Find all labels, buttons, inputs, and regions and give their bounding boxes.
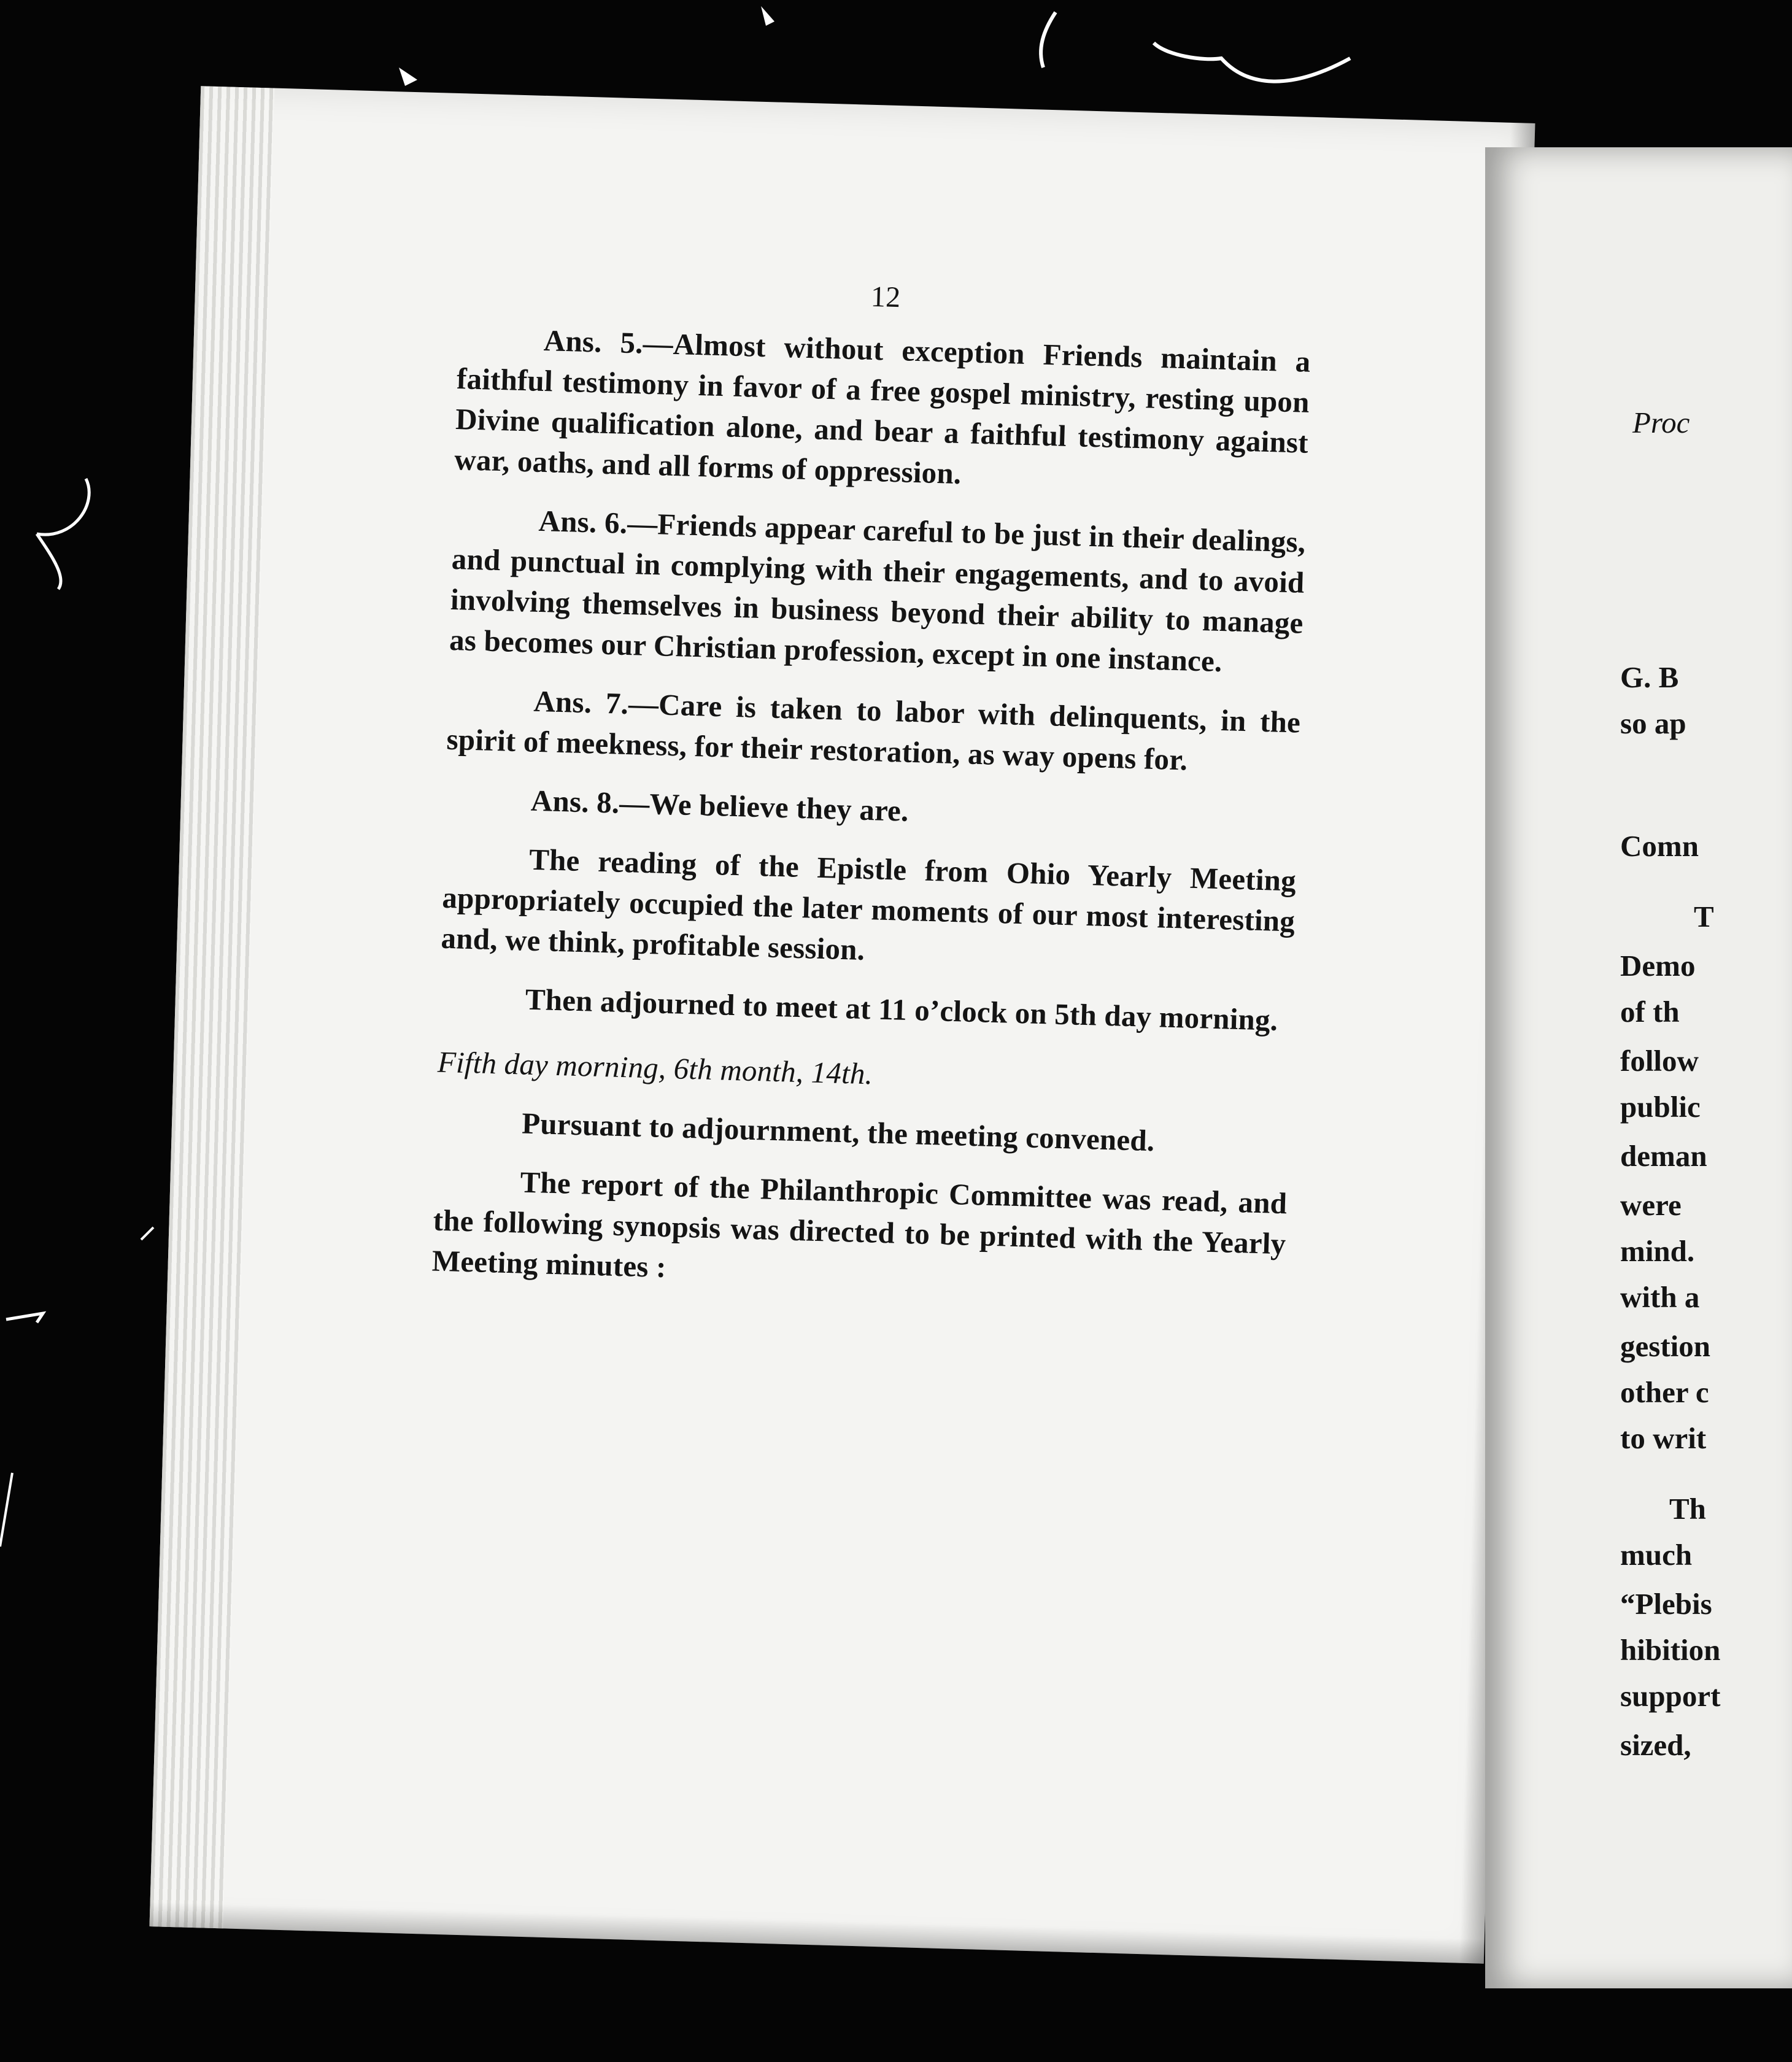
right-fragment: gestion <box>1620 1329 1710 1363</box>
left-page <box>150 86 1535 1964</box>
right-fragment: so ap <box>1620 706 1686 740</box>
right-fragment: deman <box>1620 1139 1707 1173</box>
right-fragment: Comn <box>1620 829 1699 863</box>
right-fragment: “Plebis <box>1620 1587 1712 1621</box>
page-edges <box>150 86 275 1928</box>
right-fragment: hibition <box>1620 1633 1721 1667</box>
right-fragment: were <box>1620 1188 1682 1222</box>
page-text <box>431 265 1313 1323</box>
adjournment-paragraph: Then adjourned to meet at 11 o’clock on 5th day morning. <box>525 982 1278 1037</box>
right-fragment: follow <box>1620 1044 1699 1078</box>
right-fragment: Th <box>1669 1492 1706 1526</box>
answer-7: Ans. 7.—Care is taken to labor with delinquents, in the spirit of meekness, for their restoration, as way opens for. <box>446 684 1301 777</box>
right-fragment: to writ <box>1620 1421 1707 1455</box>
right-fragment: Demo <box>1620 949 1696 983</box>
answer-6: Ans. 6.—Friends appear careful to be just in their dealings, and punctual in complying with their engagements, and to avoid involving themselves in business beyond their ability to manage as becomes our Christian profession, except in one instance. <box>449 503 1307 679</box>
right-fragment: much <box>1620 1538 1693 1572</box>
right-fragment: G. B <box>1620 660 1679 694</box>
right-fragment: T <box>1694 900 1714 933</box>
report-paragraph: The report of the Philanthropic Committee was read, and the following synopsis was directed to be printed with the Yearly Meeting minutes : <box>431 1165 1288 1284</box>
answer-8: Ans. 8.—We believe they are. <box>530 783 910 828</box>
right-fragment: other c <box>1620 1375 1709 1409</box>
right-fragment: of th <box>1620 995 1680 1029</box>
right-fragment: support <box>1620 1679 1721 1713</box>
right-fragment: mind. <box>1620 1234 1695 1268</box>
answer-5: Ans. 5.—Almost without exception Friends maintain a faithful testimony in favor of a free gospel ministry, resting upon Divine qualification alone, and bear a faithful testimony against war, oaths, and all forms of oppression. <box>454 323 1311 491</box>
right-fragment: with a <box>1620 1280 1700 1314</box>
right-fragment: Proc <box>1632 406 1690 439</box>
section-heading: Fifth day morning, 6th month, 14th. <box>437 1045 873 1091</box>
page-number: 12 <box>870 280 902 314</box>
right-fragment: sized, <box>1620 1728 1691 1762</box>
epistle-paragraph: The reading of the Epistle from Ohio Yearly Meeting appropriately occupied the later moments of our most interesting and, we think, profitable session. <box>440 842 1297 967</box>
convened-paragraph: Pursuant to adjournment, the meeting convened. <box>521 1106 1156 1158</box>
right-fragment: public <box>1620 1090 1701 1124</box>
page-bottom-shadow <box>150 1902 1485 1964</box>
